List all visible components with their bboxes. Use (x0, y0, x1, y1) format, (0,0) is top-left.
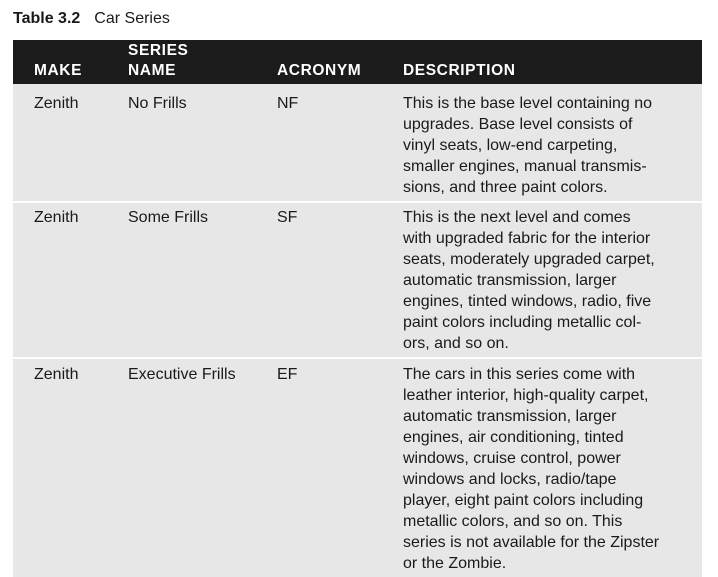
description-line: This is the next level and comes (403, 209, 631, 226)
description-line: with upgraded fabric for the interior (403, 230, 651, 247)
description-line: player, eight paint colors including (403, 492, 644, 509)
description-line: upgrades. Base level consists of (403, 116, 633, 133)
cell-series-name: No Frills (128, 95, 187, 112)
table-title: Car Series (94, 10, 170, 27)
description-line: paint colors including metallic col- (403, 314, 642, 331)
row-divider (13, 201, 702, 203)
header-series-line2: NAME (128, 62, 177, 79)
description-line: automatic transmission, larger (403, 272, 617, 289)
header-make: MAKE (34, 62, 83, 79)
header-series-name (128, 41, 258, 81)
description-line: metallic colors, and so on. This (403, 513, 623, 530)
cell-series-name: Executive Frills (128, 366, 236, 383)
table-caption (13, 8, 170, 30)
cell-make: Zenith (34, 366, 79, 383)
cell-make: Zenith (34, 95, 79, 112)
header-description: DESCRIPTION (403, 62, 516, 79)
description-line: windows, cruise control, power (403, 450, 621, 467)
description-line: leather interior, high-quality carpet, (403, 387, 649, 404)
description-line: ors, and so on. (403, 335, 509, 352)
description-line: This is the base level containing no (403, 95, 653, 112)
cell-series-name: Some Frills (128, 209, 209, 226)
car-series-table (13, 40, 702, 577)
cell-acronym: NF (277, 95, 299, 112)
description-line: engines, tinted windows, radio, five (403, 293, 652, 310)
cell-description (403, 93, 688, 198)
description-line: windows and locks, radio/tape (403, 471, 617, 488)
cell-acronym: SF (277, 209, 298, 226)
description-line: engines, air conditioning, tinted (403, 429, 624, 446)
header-series-line1: SERIES (128, 42, 189, 59)
row-divider (13, 357, 702, 359)
table-number: Table 3.2 (13, 10, 81, 27)
cell-description (403, 207, 688, 354)
description-line: vinyl seats, low-end carpeting, (403, 137, 618, 154)
description-line: or the Zombie. (403, 555, 507, 572)
cell-acronym: EF (277, 366, 298, 383)
cell-make: Zenith (34, 209, 79, 226)
cell-description (403, 364, 688, 574)
table-header-row (13, 40, 702, 84)
description-line: sions, and three paint colors. (403, 179, 608, 196)
header-acronym: ACRONYM (277, 62, 362, 79)
description-line: smaller engines, manual transmis- (403, 158, 647, 175)
description-line: series is not available for the Zipster (403, 534, 660, 551)
description-line: seats, moderately upgraded carpet, (403, 251, 655, 268)
description-line: automatic transmission, larger (403, 408, 617, 425)
description-line: The cars in this series come with (403, 366, 636, 383)
